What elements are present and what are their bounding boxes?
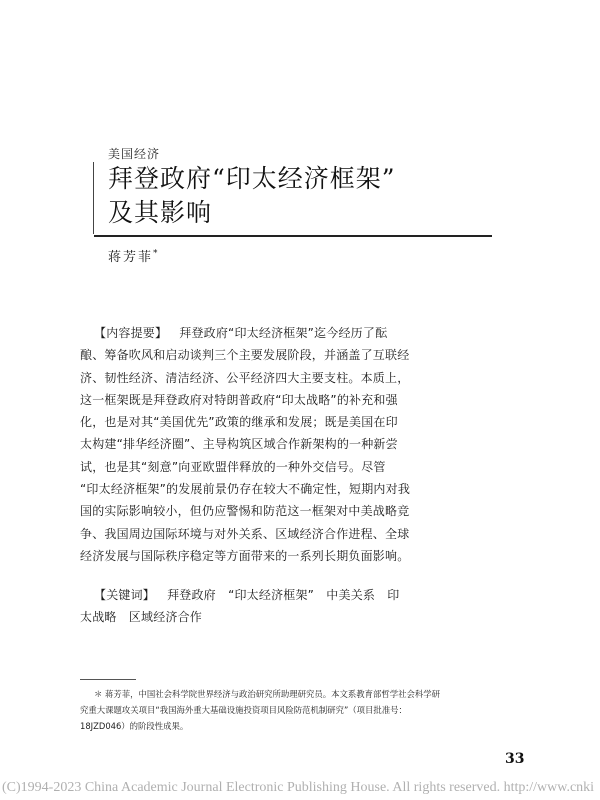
footnote bbox=[80, 686, 470, 734]
author-name-text: 蒋芳菲 bbox=[108, 250, 154, 265]
keywords-text: 拜登政府 “印太经济框架” 中美关系 印 bbox=[167, 588, 400, 602]
author-footnote-mark: * bbox=[153, 248, 158, 259]
author-name bbox=[108, 246, 158, 265]
footnote-line: ＊ 蒋芳菲，中国社会科学院世界经济与政治研究所助理研究员。本文系教育部哲学社会科学研 bbox=[94, 689, 441, 699]
abstract-label: 【内容提要】 bbox=[94, 326, 168, 340]
keywords-line bbox=[80, 584, 442, 606]
abstract-line: 太构建“排华经济圈”、主导构筑区域合作新架构的一种新尝 bbox=[80, 437, 398, 452]
keywords-line: 太战略 区域经济合作 bbox=[80, 610, 203, 625]
abstract-line: 酿、筹备吹风和启动谈判三个主要发展阶段，并涵盖了互联经 bbox=[80, 348, 410, 363]
abstract-line: 这一框架既是拜登政府对特朗普政府“印太战略”的补充和强 bbox=[80, 392, 398, 407]
abstract-text: 拜登政府“印太经济框架”迄今经历了酝 bbox=[179, 326, 388, 340]
title-rule bbox=[94, 235, 492, 237]
abstract-line: 试，也是其“刻意”向亚欧盟伴释放的一种外交信号。尽管 bbox=[80, 459, 386, 474]
footnote-line: 究重大课题攻关项目“我国海外重大基础设施投资项目风险防范机制研究”（项目批准号： bbox=[80, 705, 407, 715]
article-title bbox=[93, 162, 396, 234]
abstract-line: 经济发展与国际秩序稳定等方面带来的一系列长期负面影响。 bbox=[80, 548, 410, 563]
abstract-line: 国的实际影响较小，但仍应警惕和防范这一框架对中美战略竞 bbox=[80, 504, 410, 519]
abstract-line: “印太经济框架”的发展前景仍存在较大不确定性，短期内对我 bbox=[80, 482, 411, 497]
abstract bbox=[80, 322, 442, 567]
abstract-line: 争、我国周边国际环境与对外关系、区域经济合作进程、全球 bbox=[80, 526, 410, 541]
keywords bbox=[80, 584, 442, 629]
abstract-line: 化，也是对其“美国优先”政策的继承和发展；既是美国在印 bbox=[80, 415, 398, 430]
keywords-label: 【关键词】 bbox=[94, 588, 156, 602]
footnote-line: 18JZD046）的阶段性成果。 bbox=[80, 721, 189, 731]
footnote-rule bbox=[80, 679, 136, 680]
page-number: 33 bbox=[505, 751, 525, 767]
abstract-line: 济、韧性经济、清洁经济、公平经济四大主要支柱。本质上， bbox=[80, 370, 410, 385]
section-label: 美国经济 bbox=[108, 147, 161, 161]
title-line-1: 拜登政府“印太经济框架” bbox=[108, 164, 396, 193]
copyright-watermark: (C)1994-2023 China Academic Journal Electronic Publishing House. All rights reserved. http://www.cnki bbox=[2, 780, 595, 795]
title-line-2: 及其影响 bbox=[108, 198, 213, 227]
abstract-line bbox=[80, 322, 442, 344]
